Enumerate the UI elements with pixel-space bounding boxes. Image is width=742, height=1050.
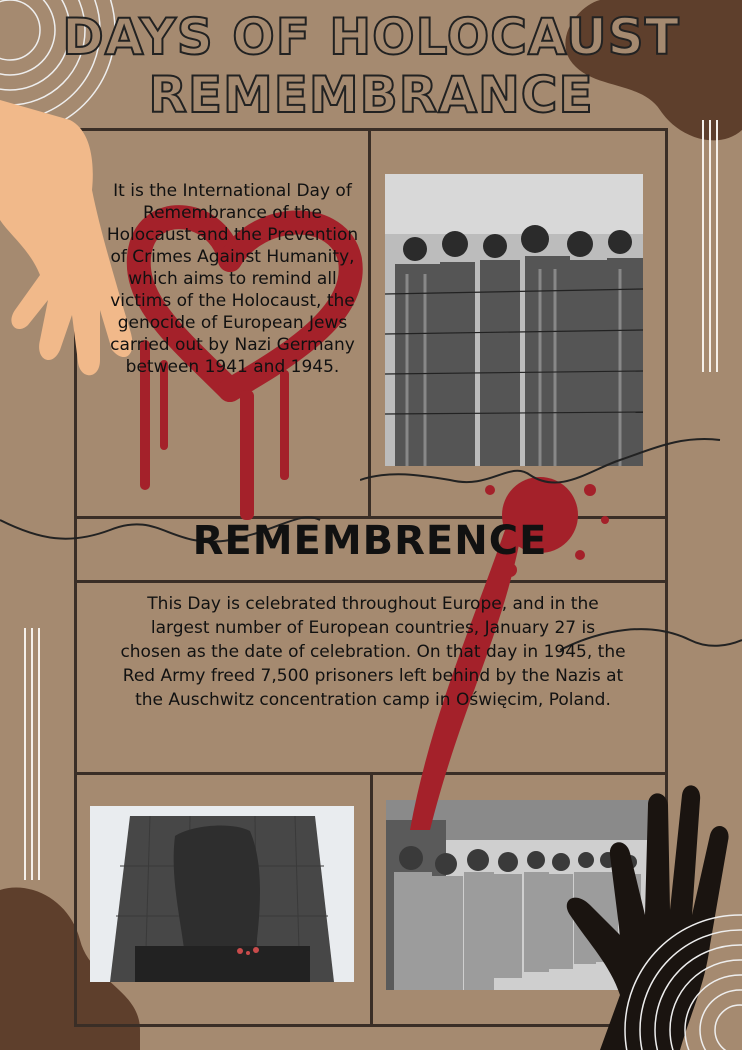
left-vertical-lines [22,628,42,880]
body-paragraph: This Day is celebrated throughout Europe, and in the largest number of European countries, January 27 is chosen as the date of celebration. On that day in 1945, the Red Army freed 7,500 prisoners left behind by the Nazis at the Auschwitz concentration camp in Oświęcim, Poland. [120,594,626,710]
frame-left-line-lower [74,580,77,1025]
bottom-right-line-arcs [600,880,742,1050]
remembrance-heading: REMEMBRENCE [192,518,548,564]
frame-top-line [74,128,668,131]
squiggle-line-right [360,420,742,510]
poster-title-line-1: DAYS OF HOLOCAUST [62,8,680,66]
frame-right-line-upper [665,128,668,583]
poster-title-line-2: REMEMBRANCE [148,66,594,124]
intro-paragraph: It is the International Day of Remembrance of the Holocaust and the Prevention of Crimes Against Humanity, which aims to remind all victims of the Holocaust, the genocide of European Jews carried out by Nazi Germany between 1941 and 1945. [106,181,359,377]
ghetto-memorial-monument-photo [90,806,354,982]
frame-middle-divider-lower [370,772,373,1027]
memorial-photo-illustration [90,806,354,982]
right-vertical-lines [700,120,720,372]
